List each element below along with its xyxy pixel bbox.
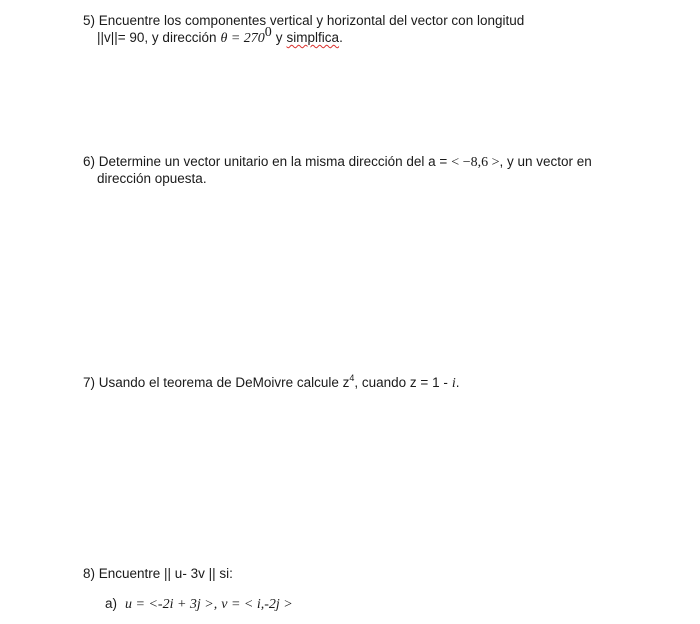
- q5-period: .: [339, 30, 343, 45]
- q6-vector-a: < −8,6 >: [451, 155, 500, 170]
- q5-norm-text: ||v||= 90, y dirección: [97, 30, 217, 45]
- q7-imaginary-i: i: [451, 376, 456, 391]
- q5-line2: [97, 25, 343, 48]
- q5-degree-superscript: 0: [264, 25, 272, 40]
- q5-theta-expression: θ = 270: [220, 31, 265, 46]
- q5-misspelled-simplifica: simplfica: [286, 30, 340, 45]
- q8-u-expression: u = <-2i + 3j >,: [125, 597, 218, 612]
- q7-line: [83, 374, 459, 393]
- q7-text-pre: 7) Usando el teorema de DeMoivre calcule z: [83, 375, 350, 390]
- q8-a-label: a): [105, 596, 118, 611]
- q7-text-mid: , cuando z = 1 -: [354, 375, 448, 390]
- q8-title: 8) Encuentre || u- 3v || si:: [83, 566, 233, 581]
- q6-text-pre: 6) Determine un vector unitario en la misma dirección del a =: [83, 154, 448, 169]
- q5-line1: 5) Encuentre los componentes vertical y horizontal del vector con longitud: [83, 13, 525, 28]
- q8-part-a: [105, 595, 293, 614]
- q6-line2: dirección opuesta.: [97, 171, 207, 186]
- q8-v-expression: v = < i,-2j >: [221, 597, 293, 612]
- q6-text-post: , y un vector en: [499, 154, 592, 169]
- q5-y-word: y: [275, 30, 283, 45]
- q7-exponent: 4: [349, 373, 355, 383]
- q7-period: .: [455, 375, 460, 390]
